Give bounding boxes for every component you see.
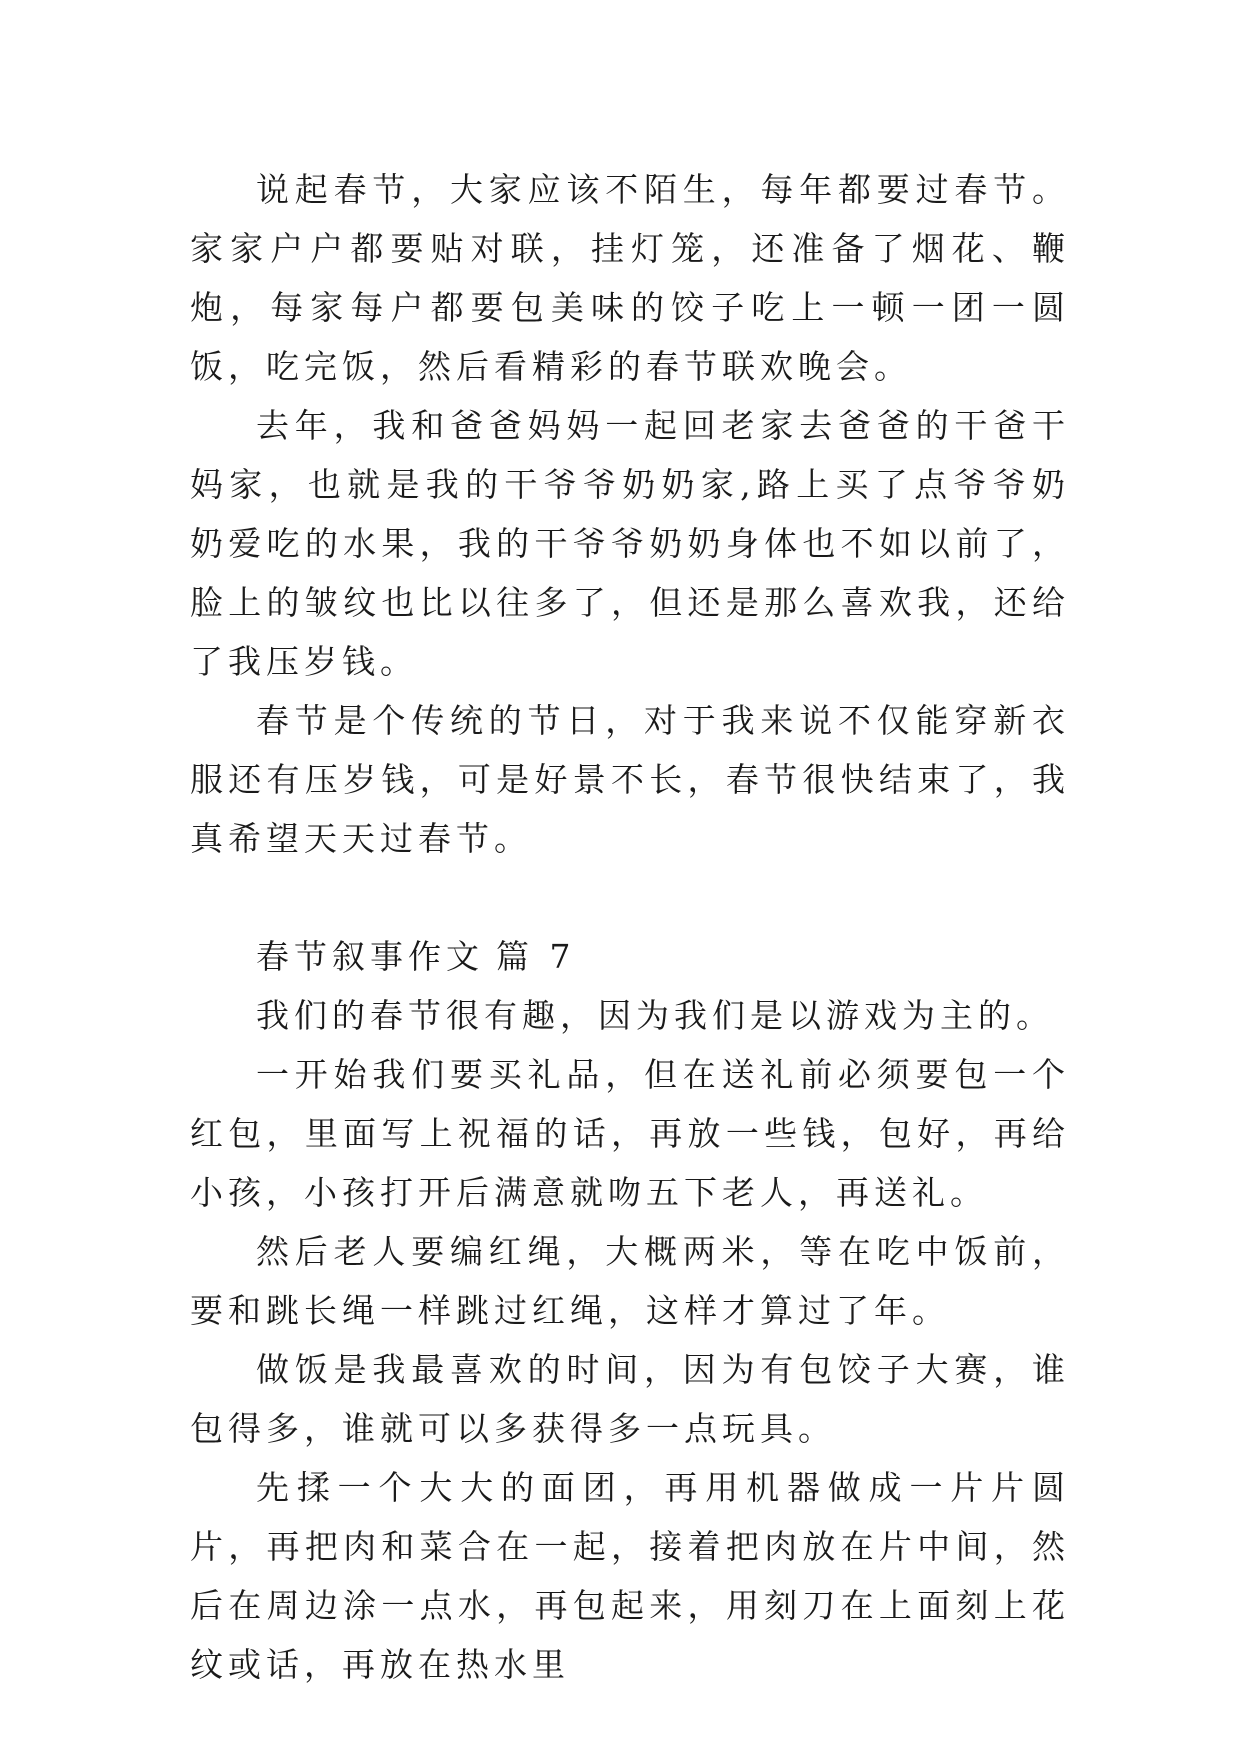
essay-b-paragraph-5: 先揉一个大大的面团，再用机器做成一片片圆片，再把肉和菜合在一起，接着把肉放在片中间，然后在周边涂一点水，再包起来，用刻刀在上面刻上花纹或话，再放在热水里 bbox=[190, 1468, 1070, 1684]
essay-b-paragraph-2: 一开始我们要买礼品，但在送礼前必须要包一个红包，里面写上祝福的话，再放一些钱，包好，再给小孩，小孩打开后满意就吻五下老人，再送礼。 bbox=[190, 1055, 1070, 1212]
essay-a-paragraph-3: 春节是个传统的节日，对于我来说不仅能穿新衣服还有压岁钱，可是好景不长，春节很快结束了，我真希望天天过春节。 bbox=[190, 701, 1070, 858]
essay-b-paragraph-1: 我们的春节很有趣，因为我们是以游戏为主的。 bbox=[256, 996, 1054, 1035]
essay-b-heading bbox=[190, 927, 1070, 986]
essay-b-number-label: 篇 7 bbox=[496, 937, 576, 976]
essay-a-paragraph-2: 去年，我和爸爸妈妈一起回老家去爸爸的干爸干妈家，也就是我的干爷爷奶奶家,路上买了点爷爷奶奶爱吃的水果，我的干爷爷奶奶身体也不如以前了，脸上的皱纹也比以往多了，但还是那么喜欢我，还给了我压岁钱。 bbox=[190, 406, 1070, 681]
essay-b-paragraph-3: 然后老人要编红绳，大概两米，等在吃中饭前，要和跳长绳一样跳过红绳，这样才算过了年。 bbox=[190, 1232, 1070, 1330]
essay-b-paragraph-4: 做饭是我最喜欢的时间，因为有包饺子大赛，谁包得多，谁就可以多获得多一点玩具。 bbox=[190, 1350, 1070, 1448]
document-body bbox=[190, 160, 1070, 1694]
essay-b-title: 春节叙事作文 bbox=[256, 937, 484, 976]
essay-a-paragraph-1: 说起春节，大家应该不陌生，每年都要过春节。家家户户都要贴对联，挂灯笼，还准备了烟花、鞭炮，每家每户都要包美味的饺子吃上一顿一团一圆饭，吃完饭，然后看精彩的春节联欢晚会。 bbox=[190, 170, 1070, 386]
